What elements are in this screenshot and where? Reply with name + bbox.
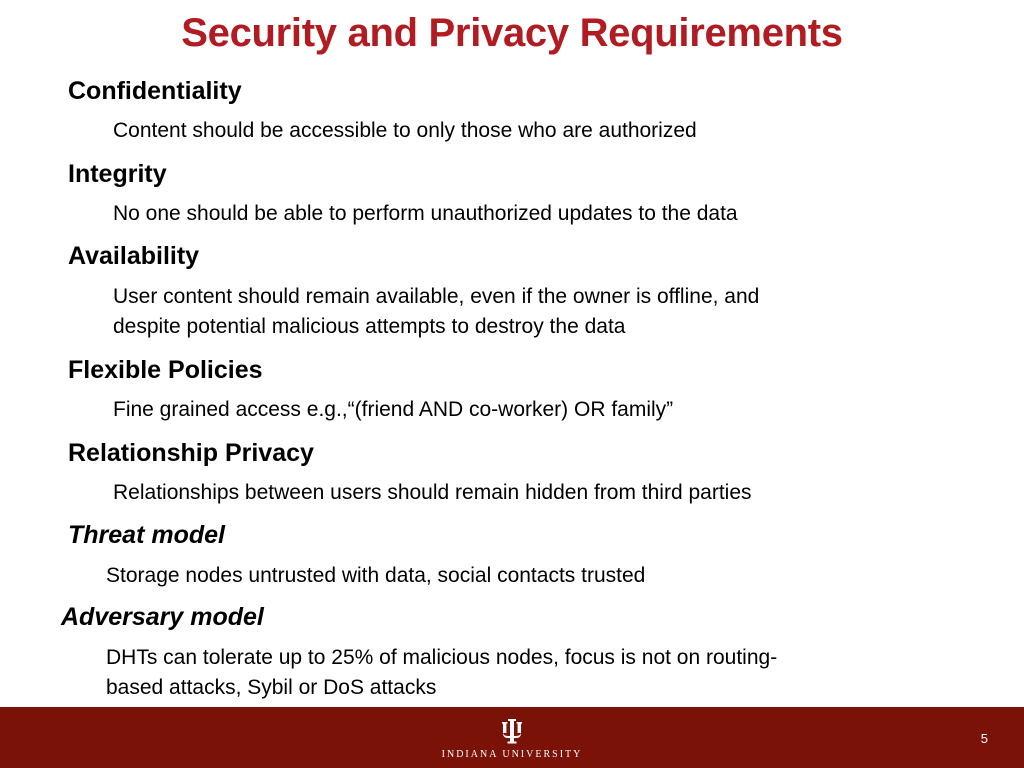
heading-flexible-policies: Flexible Policies — [68, 356, 263, 384]
university-name: INDIANA UNIVERSITY — [441, 749, 583, 760]
detail-relationship-privacy: Relationships between users should remain hidden from third parties — [113, 481, 752, 504]
heading-confidentiality: Confidentiality — [68, 77, 242, 105]
detail-confidentiality: Content should be accessible to only those who are authorized — [113, 119, 697, 142]
footer-bar — [0, 707, 1024, 768]
detail-availability-line1: User content should remain available, even if the owner is offline, and — [113, 285, 760, 308]
page-number: 5 — [980, 731, 988, 746]
detail-adversary-model-line2: based attacks, Sybil or DoS attacks — [106, 676, 437, 699]
detail-integrity: No one should be able to perform unauthorized updates to the data — [113, 202, 738, 225]
detail-threat-model: Storage nodes untrusted with data, social contacts trusted — [106, 564, 646, 587]
detail-flexible-policies: Fine grained access e.g.,“(friend AND co-worker) OR family” — [113, 398, 674, 421]
slide-title: Security and Privacy Requirements — [181, 11, 843, 55]
heading-threat-model: Threat model — [68, 521, 225, 549]
detail-availability-line2: despite potential malicious attempts to destroy the data — [113, 315, 626, 338]
heading-integrity: Integrity — [68, 160, 167, 188]
heading-availability: Availability — [68, 242, 200, 270]
heading-adversary-model: Adversary model — [61, 603, 264, 631]
iu-trident-icon — [492, 717, 532, 745]
detail-adversary-model-line1: DHTs can tolerate up to 25% of malicious nodes, focus is not on routing- — [106, 646, 778, 669]
heading-relationship-privacy: Relationship Privacy — [68, 439, 314, 467]
